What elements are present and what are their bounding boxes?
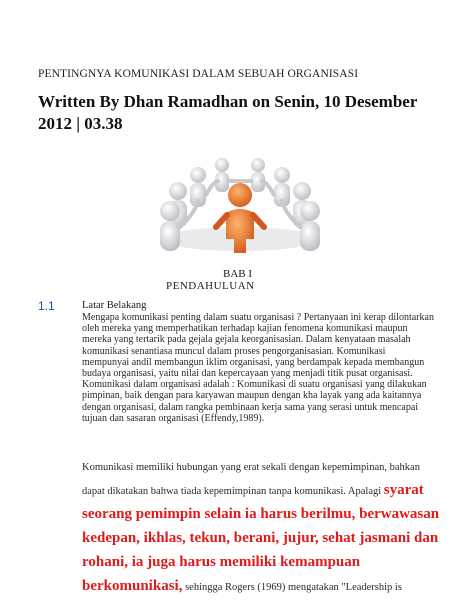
paragraph-2-start: Komunikasi memiliki hubungan yang erat sekali dengan kepemimpinan, bahkan dapat dikatakan bahwa tiada kepemimpinan tanpa komunikasi. Apalagi [82, 462, 420, 497]
paragraph-1: Mengapa komunikasi penting dalam suatu organisasi ? Pertanyaan ini kerap dilontarkan oleh mereka yang memperhatikan terhadap kajian fenomena komunikasi maupun mereka yang tertarik pada gejala gejala keorganisasian. Dalam kenyataan masalah komunikasi senantiasa muncul dalam proses pengorganisasian. Komunikasi mempunyai andil membangun iklim organisasi, yang berdampak kepada membangun budaya organisasi, yaitu nilai dan kepercayaan yang menjadi titik pusat organisasi. Komunikasi dalam organisasi adalah : Komunikasi di suatu organisasi yang dilakukan pimpinan, baik dengan para karyawan maupun dengan kha layak yang ada kaitannya dengan organisasi, dalam rangka pembinaan kerja sama yang serasi untuk mencapai tujuan dan sasaran organisasi (Effendy,1989). [82, 312, 434, 424]
paragraph-2 [82, 457, 442, 599]
people-circle-illustration [150, 143, 330, 258]
document-title: PENTINGNYA KOMUNIKASI DALAM SEBUAH ORGANISASI [38, 68, 359, 80]
chapter-title: PENDAHULUAN [166, 280, 255, 292]
byline: Written By Dhan Ramadhan on Senin, 10 Desember 2012 | 03.38 [38, 92, 418, 133]
section-title: Latar Belakang [82, 300, 147, 311]
section-number: 1.1 [38, 299, 55, 313]
paragraph-2-highlight: syarat seorang pemimpin selain ia harus berilmu, berwawasan kedepan, ikhlas, tekun, berani, jujur, sehat jasmani dan rohani, ia juga harus memiliki kemampuan berkomunikasi, [82, 482, 440, 594]
chapter-heading: BAB I [223, 268, 253, 280]
paragraph-2-end: sehingga Rogers (1969) mengatakan "Leadership is [182, 582, 402, 593]
